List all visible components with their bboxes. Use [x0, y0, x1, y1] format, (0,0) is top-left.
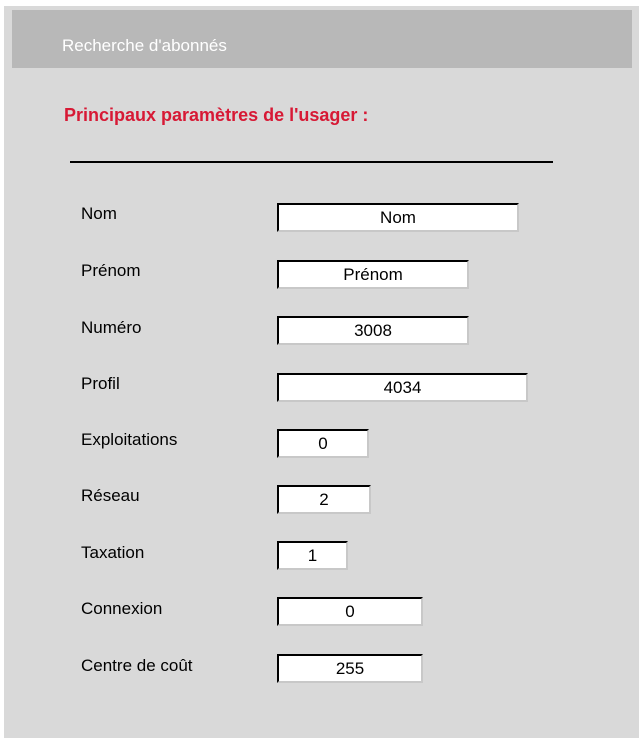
numero-field[interactable] [277, 316, 469, 345]
taxation-field[interactable] [277, 541, 348, 570]
centre-de-cout-field[interactable] [277, 654, 423, 683]
label-centre-de-cout: Centre de coût [81, 656, 193, 675]
title-bar [12, 10, 632, 68]
label-taxation: Taxation [81, 543, 145, 562]
heading-divider [70, 161, 553, 163]
reseau-field[interactable] [277, 485, 371, 514]
label-numero: Numéro [81, 318, 142, 337]
label-reseau: Réseau [81, 486, 140, 505]
label-exploitations: Exploitations [81, 430, 178, 449]
connexion-field[interactable] [277, 597, 423, 626]
nom-field[interactable] [277, 203, 519, 232]
label-prenom: Prénom [81, 261, 141, 280]
window-title: Recherche d'abonnés [62, 36, 227, 55]
label-nom: Nom [81, 204, 117, 223]
subscriber-search-panel [4, 6, 639, 738]
exploitations-field[interactable] [277, 429, 369, 458]
profil-field[interactable] [277, 373, 528, 402]
prenom-field[interactable] [277, 260, 469, 289]
label-connexion: Connexion [81, 599, 163, 618]
section-heading: Principaux paramètres de l'usager : [64, 105, 369, 125]
label-profil: Profil [81, 374, 120, 393]
